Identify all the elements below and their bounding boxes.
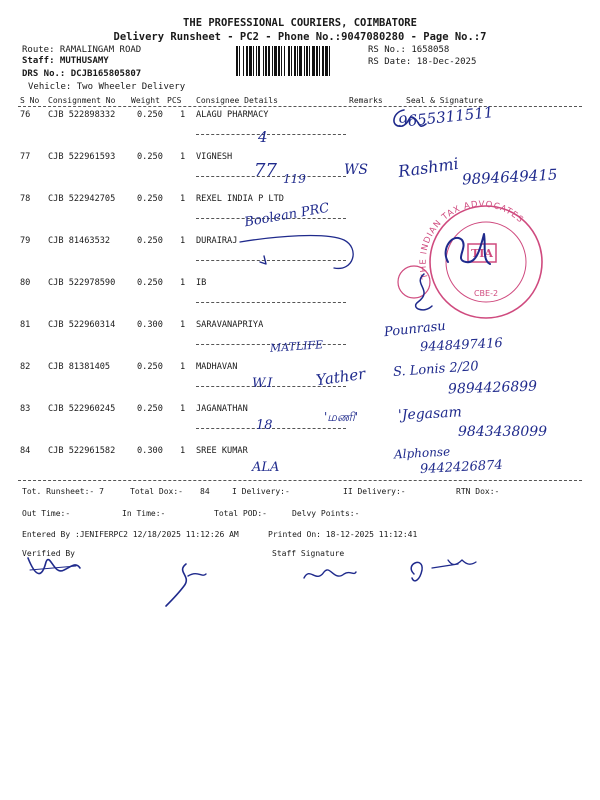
staff-signature-mark: [300, 562, 360, 588]
row-pcs: 1: [180, 110, 186, 120]
barcode-bar: [265, 46, 267, 76]
row-pcs: 1: [180, 278, 186, 288]
row-consignee: SARAVANAPRIYA: [196, 320, 264, 330]
handwritten-phone: 9442426874: [419, 457, 504, 478]
row-consignee: MADHAVAN: [196, 362, 238, 372]
row-sno: 77: [20, 152, 31, 162]
barcode: [236, 46, 364, 76]
row-consignment: CJB 81381405: [48, 362, 111, 372]
row-consignee: IB: [196, 278, 207, 288]
verifier-signature: [24, 548, 84, 582]
row-pcs: 1: [180, 152, 186, 162]
barcode-bar: [325, 46, 328, 76]
barcode-bar: [274, 46, 277, 76]
barcode-bar: [304, 46, 305, 76]
row-sno: 83: [20, 404, 31, 414]
row-sno: 84: [20, 446, 31, 456]
barcode-bar: [319, 46, 320, 76]
document-title: THE PROFESSIONAL COURIERS, COIMBATORE: [183, 17, 417, 29]
row-weight: 0.250: [137, 362, 163, 372]
row-consignment: CJB 522961582: [48, 446, 116, 456]
row-consignee: SREE KUMAR: [196, 446, 248, 456]
barcode-bar: [294, 46, 296, 76]
stamp-logo: TIA: [471, 247, 493, 260]
in-time: In Time:-: [122, 509, 166, 518]
barcode-bar: [263, 46, 264, 76]
route-label: Route: RAMALINGAM ROAD: [22, 45, 142, 55]
row-weight: 0.250: [137, 278, 163, 288]
barcode-bar: [297, 46, 298, 76]
handwritten-name: Pounrasu: [383, 318, 447, 341]
stamp-text: THE INDIAN TAX ADVOCATES: [418, 200, 526, 280]
staff-label: Staff: MUTHUSAMY: [22, 56, 109, 66]
handwritten-signature: 'Jegasam: [397, 404, 463, 424]
col-pcs: PCS: [167, 96, 182, 105]
row-consignment: CJB 522960314: [48, 320, 116, 330]
total-dox-label: Total Dox:-: [130, 487, 183, 496]
barcode-bar: [288, 46, 290, 76]
row-pcs: 1: [180, 362, 186, 372]
printed-on: Printed On: 18-12-2025 11:12:41: [268, 530, 418, 539]
handwritten-phone: 9843438099: [458, 424, 548, 440]
row-consignee: DURAIRAJ: [196, 236, 238, 246]
row-consignee: JAGANATHAN: [196, 404, 248, 414]
col-sno: S No: [20, 96, 40, 105]
row-consignee: VIGNESH: [196, 152, 233, 162]
barcode-bar: [306, 46, 308, 76]
barcode-bar: [278, 46, 280, 76]
row-consignment: CJB 522942705: [48, 194, 116, 204]
barcode-bar: [312, 46, 315, 76]
handwritten-phone: 9894426899: [447, 378, 538, 398]
handwritten-signature: Rashmi: [396, 153, 460, 182]
handwritten-note: MATLIFE: [269, 338, 324, 355]
document-subtitle: Delivery Runsheet - PC2 - Phone No.:9047080280 - Page No.:7: [113, 31, 487, 43]
total-dox-value: 84: [200, 487, 210, 496]
handwritten-phone: 9894649415: [461, 165, 558, 189]
row-weight: 0.250: [137, 152, 163, 162]
staff-signature: Staff Signature: [272, 549, 345, 558]
column-header-row: [0, 96, 600, 106]
signature-79: [236, 232, 366, 277]
row-consignment: CJB 522978590: [48, 278, 116, 288]
col-consignment: Consignment No: [48, 96, 116, 105]
handwritten-phone: 9655311511: [397, 103, 495, 131]
row-sno: 79: [20, 236, 31, 246]
row-pcs: 1: [180, 404, 186, 414]
table-row: [0, 110, 600, 150]
row-weight: 0.250: [137, 194, 163, 204]
handwritten-signature: Alphonse: [393, 444, 451, 462]
handwritten-note: Yather: [314, 364, 367, 390]
col-consignee: Consignee Details: [196, 96, 278, 105]
stamp-location: CBE-2: [473, 289, 499, 298]
out-time: Out Time:-: [22, 509, 71, 518]
drs-label: DRS No.: DCJB165805807: [22, 69, 142, 79]
row-consignment: CJB 522898332: [48, 110, 116, 120]
row-consignee: ALAGU PHARMACY: [196, 110, 269, 120]
col-seal: Seal & Signature: [406, 96, 484, 105]
row-sno: 80: [20, 278, 31, 288]
row-sno: 78: [20, 194, 31, 204]
barcode-bar: [272, 46, 273, 76]
header-divider: [18, 106, 582, 107]
col-weight: Weight: [131, 96, 160, 105]
barcode-bar: [268, 46, 270, 76]
barcode-bar: [258, 46, 260, 76]
row-consignment: CJB 522960245: [48, 404, 116, 414]
table-bottom-divider: [18, 480, 582, 481]
delvy-points: Delvy Points:-: [292, 509, 360, 518]
ii-delivery: II Delivery:-: [343, 487, 406, 496]
verified-by: Verified By: [22, 549, 75, 558]
barcode-bar: [329, 46, 330, 76]
row-consignment: CJB 81463532: [48, 236, 111, 246]
rtn-dox: RTN Dox:-: [456, 487, 500, 496]
row-weight: 0.250: [137, 236, 163, 246]
i-delivery: I Delivery:-: [232, 487, 290, 496]
barcode-bar: [239, 46, 240, 76]
total-runsheet: Tot. Runsheet:- 7: [22, 487, 104, 496]
staff-initials-signature: [162, 556, 222, 612]
signature-76: [390, 104, 430, 134]
handwritten-note: Boolean PRC: [243, 200, 331, 231]
total-pod: Total POD:-: [214, 509, 267, 518]
row-divider: [196, 302, 346, 303]
row-weight: 0.250: [137, 110, 163, 120]
row-sno: 76: [20, 110, 31, 120]
handwritten-mark: 77: [254, 160, 277, 181]
row-consignment: CJB 522961593: [48, 152, 116, 162]
signature-80: [404, 270, 444, 318]
row-weight: 0.300: [137, 446, 163, 456]
barcode-bar: [243, 46, 244, 76]
barcode-bar: [281, 46, 282, 76]
row-weight: 0.250: [137, 404, 163, 414]
handwritten-note: W.I: [252, 376, 273, 391]
handwritten-note: ALA: [252, 460, 280, 475]
barcode-bar: [291, 46, 292, 76]
row-pcs: 1: [180, 320, 186, 330]
barcode-bar: [284, 46, 285, 76]
row-pcs: 1: [180, 236, 186, 246]
handwritten-note: S. Lonis 2/20: [392, 359, 480, 380]
barcode-bar: [253, 46, 254, 76]
row-weight: 0.300: [137, 320, 163, 330]
handwritten-note: 18: [256, 418, 273, 433]
barcode-bar: [316, 46, 318, 76]
barcode-bar: [236, 46, 238, 76]
barcode-bar: [299, 46, 302, 76]
row-consignee: REXEL INDIA P LTD: [196, 194, 284, 204]
barcode-bar: [322, 46, 324, 76]
entered-by: Entered By :JENIFERPC2 12/18/2025 11:12:26 AM: [22, 530, 239, 539]
handwritten-mark: 119: [283, 172, 306, 186]
row-divider: [196, 134, 346, 135]
rs-date: RS Date: 18-Dec-2025: [368, 57, 477, 67]
barcode-bar: [249, 46, 252, 76]
barcode-bar: [309, 46, 310, 76]
receiver-signature: [404, 552, 484, 586]
barcode-bar: [256, 46, 257, 76]
signature-79-seal: [436, 226, 496, 276]
row-sno: 82: [20, 362, 31, 372]
row-pcs: 1: [180, 446, 186, 456]
col-remarks: Remarks: [349, 96, 383, 105]
rs-number: RS No.: 1658058: [368, 45, 450, 55]
handwritten-mark: 4: [258, 128, 268, 146]
handwritten-note: 'மணி': [324, 410, 359, 424]
handwritten-mark: WS: [344, 162, 368, 178]
vehicle-label: Vehicle: Two Wheeler Delivery: [28, 82, 186, 92]
handwritten-phone: 9448497416: [419, 335, 504, 356]
row-sno: 81: [20, 320, 31, 330]
row-pcs: 1: [180, 194, 186, 204]
barcode-bar: [246, 46, 248, 76]
